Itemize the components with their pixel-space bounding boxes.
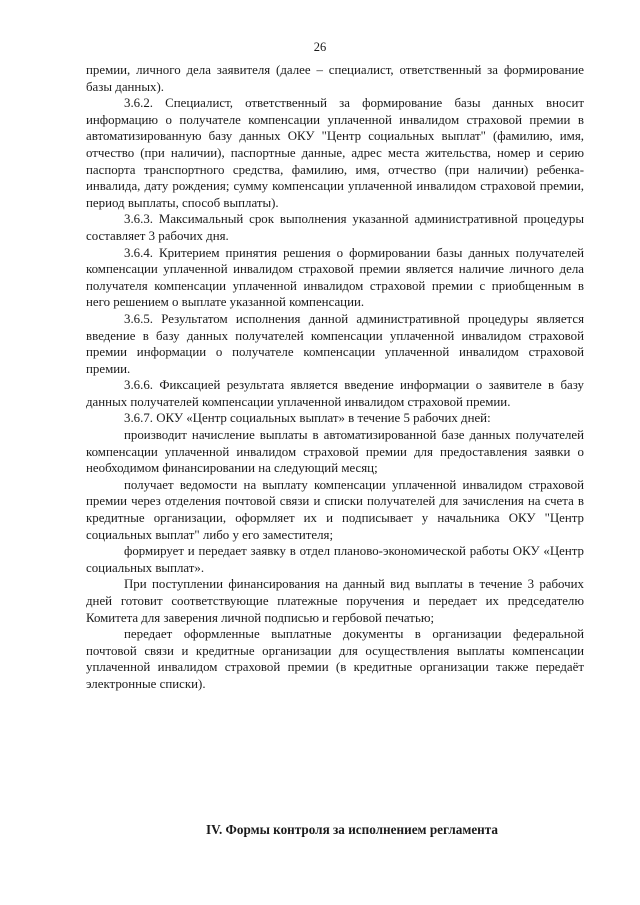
paragraph-3-6-4: 3.6.4. Критерием принятия решения о формировании базы данных получателей компенсации уплаченной инвалидом страховой премии является наличие личного дела получателя компенсации уплаченной инвалидом страховой премии с приобщенным в него решением о выплате указанной компенсации. [86,245,584,310]
paragraph-3-6-3: 3.6.3. Максимальный срок выполнения указанной административной процедуры составляет 3 рабочих дня. [86,212,584,243]
paragraph: премии, личного дела заявителя (далее – специалист, ответственный за формирование базы данных). [86,63,584,94]
paragraph-3-6-6: 3.6.6. Фиксацией результата является введение информации о заявителе в базу данных получателей компенсации уплаченной инвалидом страховой премии. [86,378,584,409]
list-item: формирует и передает заявку в отдел планово-экономической работы ОКУ «Центр социальных выплат». [86,544,584,575]
page-number: 26 [313,40,327,54]
paragraph: При поступлении финансирования на данный вид выплаты в течение 3 рабочих дней готовит соответствующие платежные поручения и передает их председателю Комитета для заверения личной подписью и гербовой печатью; [86,577,584,625]
list-item: передает оформленные выплатные документы в организации федеральной почтовой связи и кредитные организации для осуществления выплаты компенсации уплаченной инвалидом страховой премии (в кредитные организации также передаёт электронные списки). [86,627,584,691]
list-item: получает ведомости на выплату компенсации уплаченной инвалидом страховой премии через отделения почтовой связи и списки получателей для зачисления на счета в кредитные организации, оформляет их и подписывает у начальника ОКУ "Центр социальных выплат" либо у его заместителя; [86,477,584,542]
section-heading: IV. Формы контроля за исполнением регламента [205,822,499,837]
paragraph-3-6-5: 3.6.5. Результатом исполнения данной административной процедуры является введение в базу данных получателей компенсации уплаченной инвалидом страховой премии информации о получателе компенсации уплаченной инвалидом страховой премии. [86,311,584,376]
paragraph-3-6-2: 3.6.2. Специалист, ответственный за формирование базы данных вносит информацию о получателе компенсации уплаченной инвалидом страховой премии в автоматизированную базу данных ОКУ "Центр социальных выплат" (фамилию, имя, отчество (при наличии), паспортные данные, адрес места жительства, номер и серию паспорта транспортного средства, фамилию, имя, отчество (при наличии) ребенка-инвалида, дату рождения; сумму компенсации уплаченной инвалидом страховой премии, период выплаты, способ выплаты). [86,96,584,210]
list-item: производит начисление выплаты в автоматизированной базе данных получателей компенсации уплаченной инвалидом страховой премии для предоставления заявки о необходимом финансировании на следующий месяц; [86,428,584,476]
body-text [86,62,584,693]
paragraph-3-6-7: 3.6.7. ОКУ «Центр социальных выплат» в течение 5 рабочих дней: [124,411,491,426]
